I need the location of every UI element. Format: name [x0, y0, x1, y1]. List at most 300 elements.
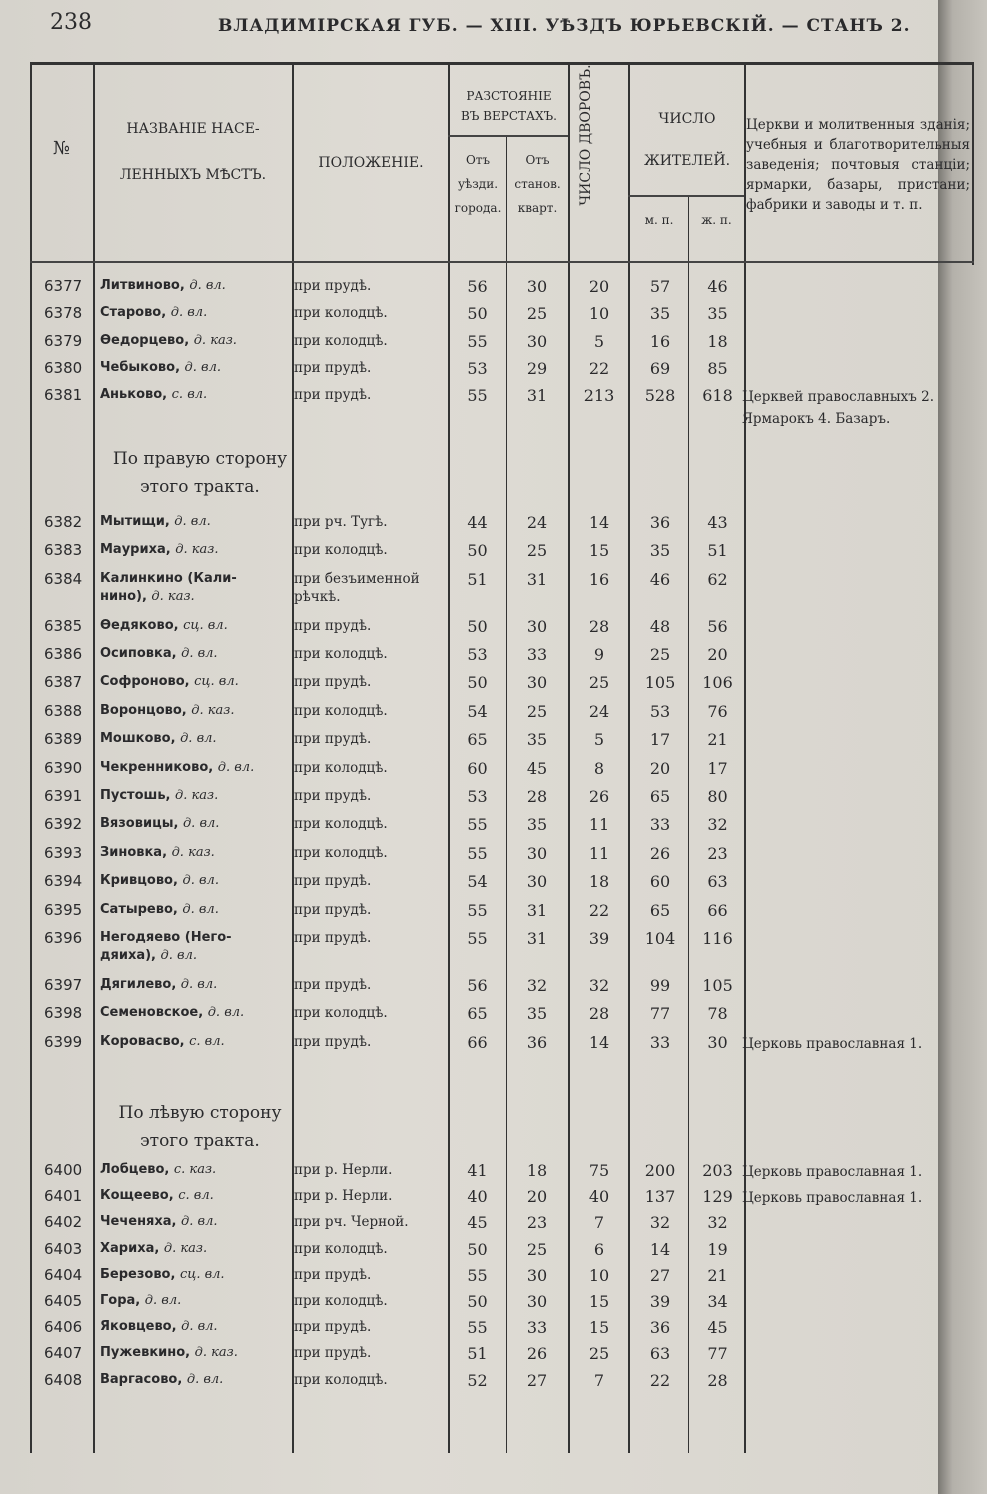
settlement-position	[294, 541, 388, 559]
col-inhabitants-header-1: ЧИСЛО	[658, 111, 716, 127]
distance-from-city: 44	[467, 513, 488, 532]
table-row	[30, 976, 974, 1004]
settlement-name-text: Семеновское,	[100, 1005, 204, 1021]
households-count: 25	[588, 1344, 610, 1364]
settlement-kind: д. вл.	[207, 1005, 245, 1021]
households-count: 11	[588, 843, 610, 863]
inhabitants-sub-rule	[628, 195, 744, 197]
row-note: Церквей православныхъ 2. Ярмарокъ 4. Базаръ.	[742, 389, 935, 428]
col-distance-header-2: ВЪ ВЕРСТАХЪ.	[461, 109, 557, 123]
settlement-position	[294, 872, 371, 890]
households-count: 15	[588, 1318, 610, 1338]
female-count: 21	[707, 730, 728, 750]
settlement-name-text: Мошково,	[100, 731, 176, 747]
settlement-position	[294, 1004, 388, 1022]
male-count: 99	[649, 975, 671, 995]
header-bottom-rule	[30, 261, 974, 263]
households-count: 75	[588, 1161, 610, 1180]
settlement-kind: с. вл.	[178, 1188, 214, 1204]
page-number: 238	[50, 10, 92, 35]
male-count: 46	[649, 569, 671, 589]
settlement-name	[100, 277, 226, 295]
rule-right	[972, 65, 974, 265]
settlement-name-text: Литвиново,	[100, 278, 185, 293]
settlement-name	[100, 1033, 225, 1051]
section-right-side-1: По правую сторону	[112, 449, 288, 469]
distance-from-city: 50	[467, 304, 488, 324]
female-count: 35	[707, 304, 728, 324]
settlement-name-text: Негодяево (Него-	[100, 930, 232, 946]
position-text: при колодцѣ.	[294, 1005, 388, 1022]
female-count: 28	[707, 1370, 728, 1390]
female-count: 32	[707, 815, 728, 835]
table-row	[30, 332, 974, 359]
female-count: 21	[707, 1265, 728, 1285]
male-count: 17	[649, 730, 671, 750]
households-count: 14	[588, 1032, 610, 1052]
households-count: 14	[588, 513, 610, 532]
male-count: 69	[649, 358, 671, 378]
male-count: 105	[644, 673, 676, 693]
position-text: при прудѣ.	[294, 901, 372, 918]
female-count: 32	[707, 1213, 728, 1233]
settlement-kind: с. вл.	[171, 387, 208, 403]
position-text: при р. Нерли.	[294, 1162, 393, 1178]
households-count: 15	[588, 541, 610, 561]
position-text: при прудѣ.	[294, 788, 372, 805]
distance-from-city: 50	[467, 1292, 488, 1311]
settlement-position	[294, 844, 388, 862]
table-row	[30, 759, 974, 787]
row-number: 6384	[44, 569, 83, 588]
settlement-name	[100, 759, 254, 777]
distance-from-station: 25	[526, 701, 548, 721]
settlement-kind: д. каз.	[194, 1345, 238, 1361]
settlement-name-text: Коровасво,	[100, 1033, 185, 1049]
distance-from-station: 24	[526, 513, 548, 532]
settlement-name	[100, 1240, 207, 1258]
settlement-position	[294, 1033, 371, 1051]
position-text: при колодцѣ.	[294, 1293, 388, 1309]
settlement-name-text: Яковцево,	[100, 1319, 177, 1335]
settlement-name	[100, 1292, 181, 1310]
settlement-position	[294, 645, 388, 663]
position-text: при колодцѣ.	[294, 542, 388, 559]
settlement-name-text: Аньково,	[100, 387, 168, 403]
settlement-position	[294, 787, 371, 805]
male-count: 33	[649, 1032, 671, 1052]
row-number: 6395	[44, 900, 83, 919]
row-number: 6406	[44, 1318, 83, 1337]
row-number: 6402	[44, 1213, 83, 1232]
table-row	[30, 730, 974, 758]
male-count: 65	[649, 900, 671, 920]
table-row	[30, 1318, 974, 1344]
male-count: 60	[649, 872, 671, 892]
male-count: 26	[649, 843, 671, 863]
female-count: 51	[707, 541, 728, 561]
settlement-kind: д. вл.	[182, 816, 220, 832]
settlement-kind: д. вл.	[217, 759, 255, 775]
settlement-kind: д. каз.	[191, 702, 235, 718]
distance-from-city: 66	[467, 1032, 488, 1052]
settlement-kind: д. вл.	[180, 731, 217, 747]
distance-sub-rule	[448, 135, 568, 137]
settlement-name	[100, 513, 211, 531]
settlement-kind: д. вл.	[182, 901, 219, 917]
settlement-name-text: Чеченяха,	[100, 1214, 177, 1230]
female-count: 85	[707, 358, 728, 378]
row-number: 6392	[44, 815, 83, 834]
distance-from-city: 50	[467, 1239, 488, 1259]
settlement-name	[100, 1371, 223, 1389]
distance-from-station: 33	[526, 645, 548, 665]
female-count: 45	[707, 1318, 728, 1338]
table-row	[30, 1213, 974, 1239]
position-text: при рч. Тугѣ.	[294, 514, 388, 530]
households-count: 7	[593, 1370, 605, 1390]
col-number-header: №	[52, 138, 71, 159]
distance-from-station: 36	[526, 1032, 548, 1052]
distance-from-station: 30	[526, 673, 548, 693]
table-row	[30, 815, 974, 843]
settlement-position	[294, 617, 371, 635]
settlement-kind: сц. вл.	[179, 1266, 225, 1282]
settlement-name	[100, 304, 207, 322]
table-row	[30, 787, 974, 815]
settlement-name	[100, 702, 235, 720]
row-number: 6387	[44, 673, 83, 692]
position-text: при безъименной	[294, 570, 420, 587]
settlement-kind: сц. вл.	[194, 674, 239, 690]
female-count: 77	[707, 1344, 728, 1364]
distance-from-city: 65	[467, 1004, 488, 1024]
settlement-position	[294, 1240, 388, 1258]
settlement-position	[294, 304, 388, 322]
settlement-kind: д. вл.	[184, 359, 222, 375]
male-count: 22	[649, 1370, 671, 1390]
female-count: 63	[707, 872, 728, 892]
settlement-name-text: Дягилево,	[100, 976, 177, 992]
female-count: 129	[702, 1187, 733, 1207]
settlement-name-text: Пустошь,	[100, 788, 171, 804]
col-households-header: ЧИСЛО ДВОРОВЪ.	[578, 64, 594, 206]
male-count: 36	[649, 1318, 671, 1338]
households-count: 28	[588, 1004, 610, 1024]
settlement-name	[100, 1004, 244, 1022]
position-text: при прудѣ.	[294, 278, 372, 294]
table-row	[30, 1161, 974, 1187]
households-count: 32	[588, 975, 610, 995]
settlement-kind: д. каз.	[193, 332, 237, 348]
position-text: при рч. Черной.	[294, 1214, 409, 1231]
position-text: при колодцѣ.	[294, 1371, 388, 1388]
settlement-name	[100, 844, 215, 862]
position-text: при колодцѣ.	[294, 816, 388, 833]
settlement-kind: д. вл.	[186, 1371, 224, 1387]
position-text: при прудѣ.	[294, 1345, 372, 1362]
female-count: 62	[707, 569, 728, 589]
col-inhabitants-header-2: ЖИТЕЛЕЙ.	[643, 153, 731, 169]
table-row	[30, 1187, 974, 1213]
households-count: 16	[588, 569, 610, 589]
settlement-name	[100, 541, 218, 559]
female-count: 23	[707, 843, 728, 863]
col-from-city-1: Отъ	[465, 153, 491, 167]
position-text: при прудѣ.	[294, 617, 372, 634]
table-row	[30, 1292, 974, 1318]
settlement-name	[100, 570, 237, 606]
distance-from-city: 55	[467, 843, 488, 863]
settlement-kind: д. каз.	[175, 788, 219, 804]
distance-from-city: 54	[467, 701, 488, 721]
settlement-name	[100, 872, 219, 890]
distance-from-city: 55	[467, 815, 488, 835]
settlement-name-text: Варгасово,	[100, 1371, 183, 1387]
distance-from-station: 25	[526, 541, 548, 561]
settlement-name-text: Вязовицы,	[100, 816, 179, 832]
row-number: 6377	[44, 277, 83, 295]
settlement-name	[100, 1266, 225, 1284]
households-count: 5	[593, 331, 605, 351]
settlement-position	[294, 513, 388, 531]
settlement-position	[294, 1161, 392, 1179]
table-row	[30, 901, 974, 929]
position-text: при колодцѣ.	[294, 844, 388, 861]
position-text: при колодцѣ.	[294, 759, 388, 776]
settlement-position	[294, 277, 371, 295]
female-count: 116	[702, 929, 733, 949]
male-count: 528	[644, 386, 676, 406]
households-count: 8	[593, 758, 605, 778]
row-note: Церковь православная 1.	[742, 1190, 923, 1207]
female-count: 46	[707, 277, 728, 296]
settlement-name	[100, 1187, 214, 1205]
settlement-position	[294, 976, 371, 994]
male-count: 53	[649, 701, 671, 721]
settlement-name	[100, 1161, 216, 1179]
settlement-position	[294, 1318, 371, 1336]
female-count: 66	[707, 900, 728, 920]
settlement-name-text: Хариха,	[100, 1240, 160, 1256]
distance-from-city: 50	[467, 616, 488, 636]
distance-from-station: 30	[526, 1292, 548, 1311]
row-number: 6398	[44, 1004, 83, 1023]
col-from-city-2: уѣзди.	[457, 177, 499, 191]
settlement-name-text: Ѳедяково,	[100, 617, 179, 633]
table-row	[30, 673, 974, 701]
table-row	[30, 1344, 974, 1370]
settlement-kind: д. вл.	[160, 948, 198, 964]
distance-from-city: 41	[467, 1161, 488, 1180]
settlement-name-text: Мауриха,	[100, 542, 171, 558]
running-title: ВЛАДИМІРСКАЯ ГУБ. — XIII. УѢЗДЪ ЮРЬЕВСКІЙ. — СТАНЪ 2.	[218, 16, 911, 36]
col-from-station-3: кварт.	[517, 201, 558, 215]
settlement-kind: д. вл.	[181, 646, 218, 662]
col-male-header: м. п.	[644, 213, 674, 227]
col-female-header: ж. п.	[701, 213, 732, 227]
table-row	[30, 1004, 974, 1032]
settlement-kind: д. каз.	[163, 1240, 208, 1256]
households-count: 20	[588, 277, 610, 296]
settlement-name	[100, 730, 217, 748]
row-number: 6385	[44, 616, 83, 635]
distance-from-city: 52	[467, 1370, 488, 1390]
distance-from-city: 55	[467, 900, 488, 920]
male-count: 137	[644, 1187, 676, 1207]
settlement-name-text: Зиновка,	[100, 844, 168, 860]
distance-from-station: 28	[526, 787, 548, 807]
col-position-header: ПОЛОЖЕНІЕ.	[318, 155, 424, 171]
distance-from-station: 31	[526, 386, 548, 406]
settlement-name	[100, 332, 237, 350]
distance-from-city: 51	[467, 569, 488, 589]
male-count: 39	[649, 1292, 671, 1311]
female-count: 106	[702, 673, 733, 693]
position-text: при колодцѣ.	[294, 1240, 388, 1257]
section-right-side-2: этого тракта.	[140, 477, 260, 497]
distance-from-station: 20	[526, 1187, 548, 1207]
table-row	[30, 513, 974, 541]
settlement-name-text: Кощеево,	[100, 1188, 174, 1204]
male-count: 104	[644, 929, 676, 949]
settlements-table	[30, 62, 974, 1455]
settlement-position	[294, 1344, 371, 1362]
distance-from-station: 18	[526, 1161, 548, 1180]
settlement-name	[100, 976, 217, 994]
settlement-kind: д. каз.	[151, 588, 195, 604]
distance-from-station: 30	[526, 277, 548, 296]
female-count: 105	[702, 975, 733, 995]
row-number: 6382	[44, 513, 83, 531]
position-text: при прудѣ.	[294, 930, 372, 947]
settlement-position	[294, 359, 371, 377]
distance-from-station: 25	[526, 304, 548, 324]
table-row	[30, 359, 974, 386]
male-count: 25	[649, 645, 671, 665]
households-count: 22	[588, 358, 610, 378]
settlement-kind: д. вл.	[180, 976, 218, 992]
settlement-name	[100, 1344, 238, 1362]
female-count: 78	[707, 1004, 728, 1024]
row-number: 6405	[44, 1292, 83, 1310]
position-text: при колодцѣ.	[294, 646, 388, 663]
row-number: 6391	[44, 787, 83, 806]
table-row	[30, 844, 974, 872]
male-count: 35	[649, 541, 671, 561]
male-count: 20	[649, 758, 671, 778]
male-count: 63	[649, 1344, 671, 1364]
settlement-name	[100, 929, 232, 965]
male-count: 65	[649, 787, 671, 807]
section-left-side-1: По лѣвую сторону	[118, 1103, 282, 1123]
male-count: 200	[644, 1161, 676, 1180]
settlement-name-text: Березово,	[100, 1266, 176, 1282]
row-number: 6403	[44, 1239, 83, 1258]
distance-from-station: 32	[526, 975, 548, 995]
position-text: при прудѣ.	[294, 1319, 372, 1336]
settlement-position	[294, 759, 388, 777]
settlement-position	[294, 386, 371, 404]
settlement-kind: с. каз.	[173, 1162, 217, 1177]
settlement-position	[294, 1371, 388, 1389]
settlement-name-cont: нино),	[100, 588, 147, 604]
settlement-name	[100, 815, 219, 833]
distance-from-city: 65	[467, 730, 488, 750]
row-number: 6378	[44, 304, 83, 323]
distance-from-city: 40	[467, 1187, 488, 1207]
distance-from-station: 31	[526, 900, 548, 920]
distance-from-city: 51	[467, 1344, 488, 1364]
position-text: при прудѣ.	[294, 387, 372, 404]
row-number: 6401	[44, 1187, 83, 1206]
settlement-name	[100, 359, 221, 377]
distance-from-station: 30	[526, 616, 548, 636]
distance-from-city: 53	[467, 787, 488, 807]
position-text: при колодцѣ.	[294, 332, 388, 349]
settlement-name-text: Сатырево,	[100, 901, 178, 917]
female-count: 80	[707, 787, 728, 807]
settlement-name-text: Ѳедорцево,	[100, 332, 190, 348]
male-count: 27	[649, 1265, 671, 1285]
female-count: 43	[707, 513, 728, 532]
row-number: 6396	[44, 929, 83, 948]
settlement-name-text: Кривцово,	[100, 873, 178, 889]
settlement-name-text: Пужевкино,	[100, 1345, 191, 1361]
settlement-position	[294, 901, 371, 919]
male-count: 14	[649, 1239, 671, 1259]
page-header	[50, 8, 930, 48]
settlement-name	[100, 1213, 218, 1231]
row-number: 6379	[44, 331, 83, 350]
row-number: 6389	[44, 730, 83, 749]
row-number: 6400	[44, 1161, 83, 1179]
distance-from-station: 30	[526, 331, 548, 351]
settlement-kind: д. вл.	[181, 1214, 218, 1230]
settlement-name-text: Калинкино (Кали-	[100, 570, 237, 586]
row-number: 6381	[44, 386, 83, 405]
distance-from-city: 53	[467, 645, 488, 665]
male-count: 33	[649, 815, 671, 835]
households-count: 22	[588, 900, 610, 920]
row-number: 6399	[44, 1032, 83, 1051]
households-count: 10	[588, 304, 610, 324]
position-text: при прудѣ.	[294, 674, 372, 691]
table-row	[30, 304, 974, 331]
households-count: 11	[588, 815, 610, 835]
position-text: при прудѣ.	[294, 359, 372, 376]
distance-from-city: 53	[467, 358, 488, 378]
male-count: 16	[649, 331, 671, 351]
male-count: 36	[649, 513, 671, 532]
settlement-position	[294, 1213, 409, 1231]
female-count: 618	[702, 386, 733, 406]
households-count: 6	[593, 1239, 605, 1259]
distance-from-station: 35	[526, 1004, 548, 1024]
row-number: 6394	[44, 872, 83, 891]
distance-from-city: 45	[467, 1213, 488, 1233]
col-name-header-2: ЛЕННЫХЪ МѢСТЪ.	[119, 167, 267, 183]
row-number: 6408	[44, 1370, 83, 1389]
table-row	[30, 570, 974, 617]
table-row	[30, 872, 974, 900]
distance-from-station: 35	[526, 815, 548, 835]
distance-from-station: 31	[526, 569, 548, 589]
settlement-name-text: Воронцово,	[100, 702, 187, 718]
settlement-position	[294, 1266, 371, 1284]
households-count: 24	[588, 701, 610, 721]
position-cont: рѣчкѣ.	[294, 588, 341, 605]
